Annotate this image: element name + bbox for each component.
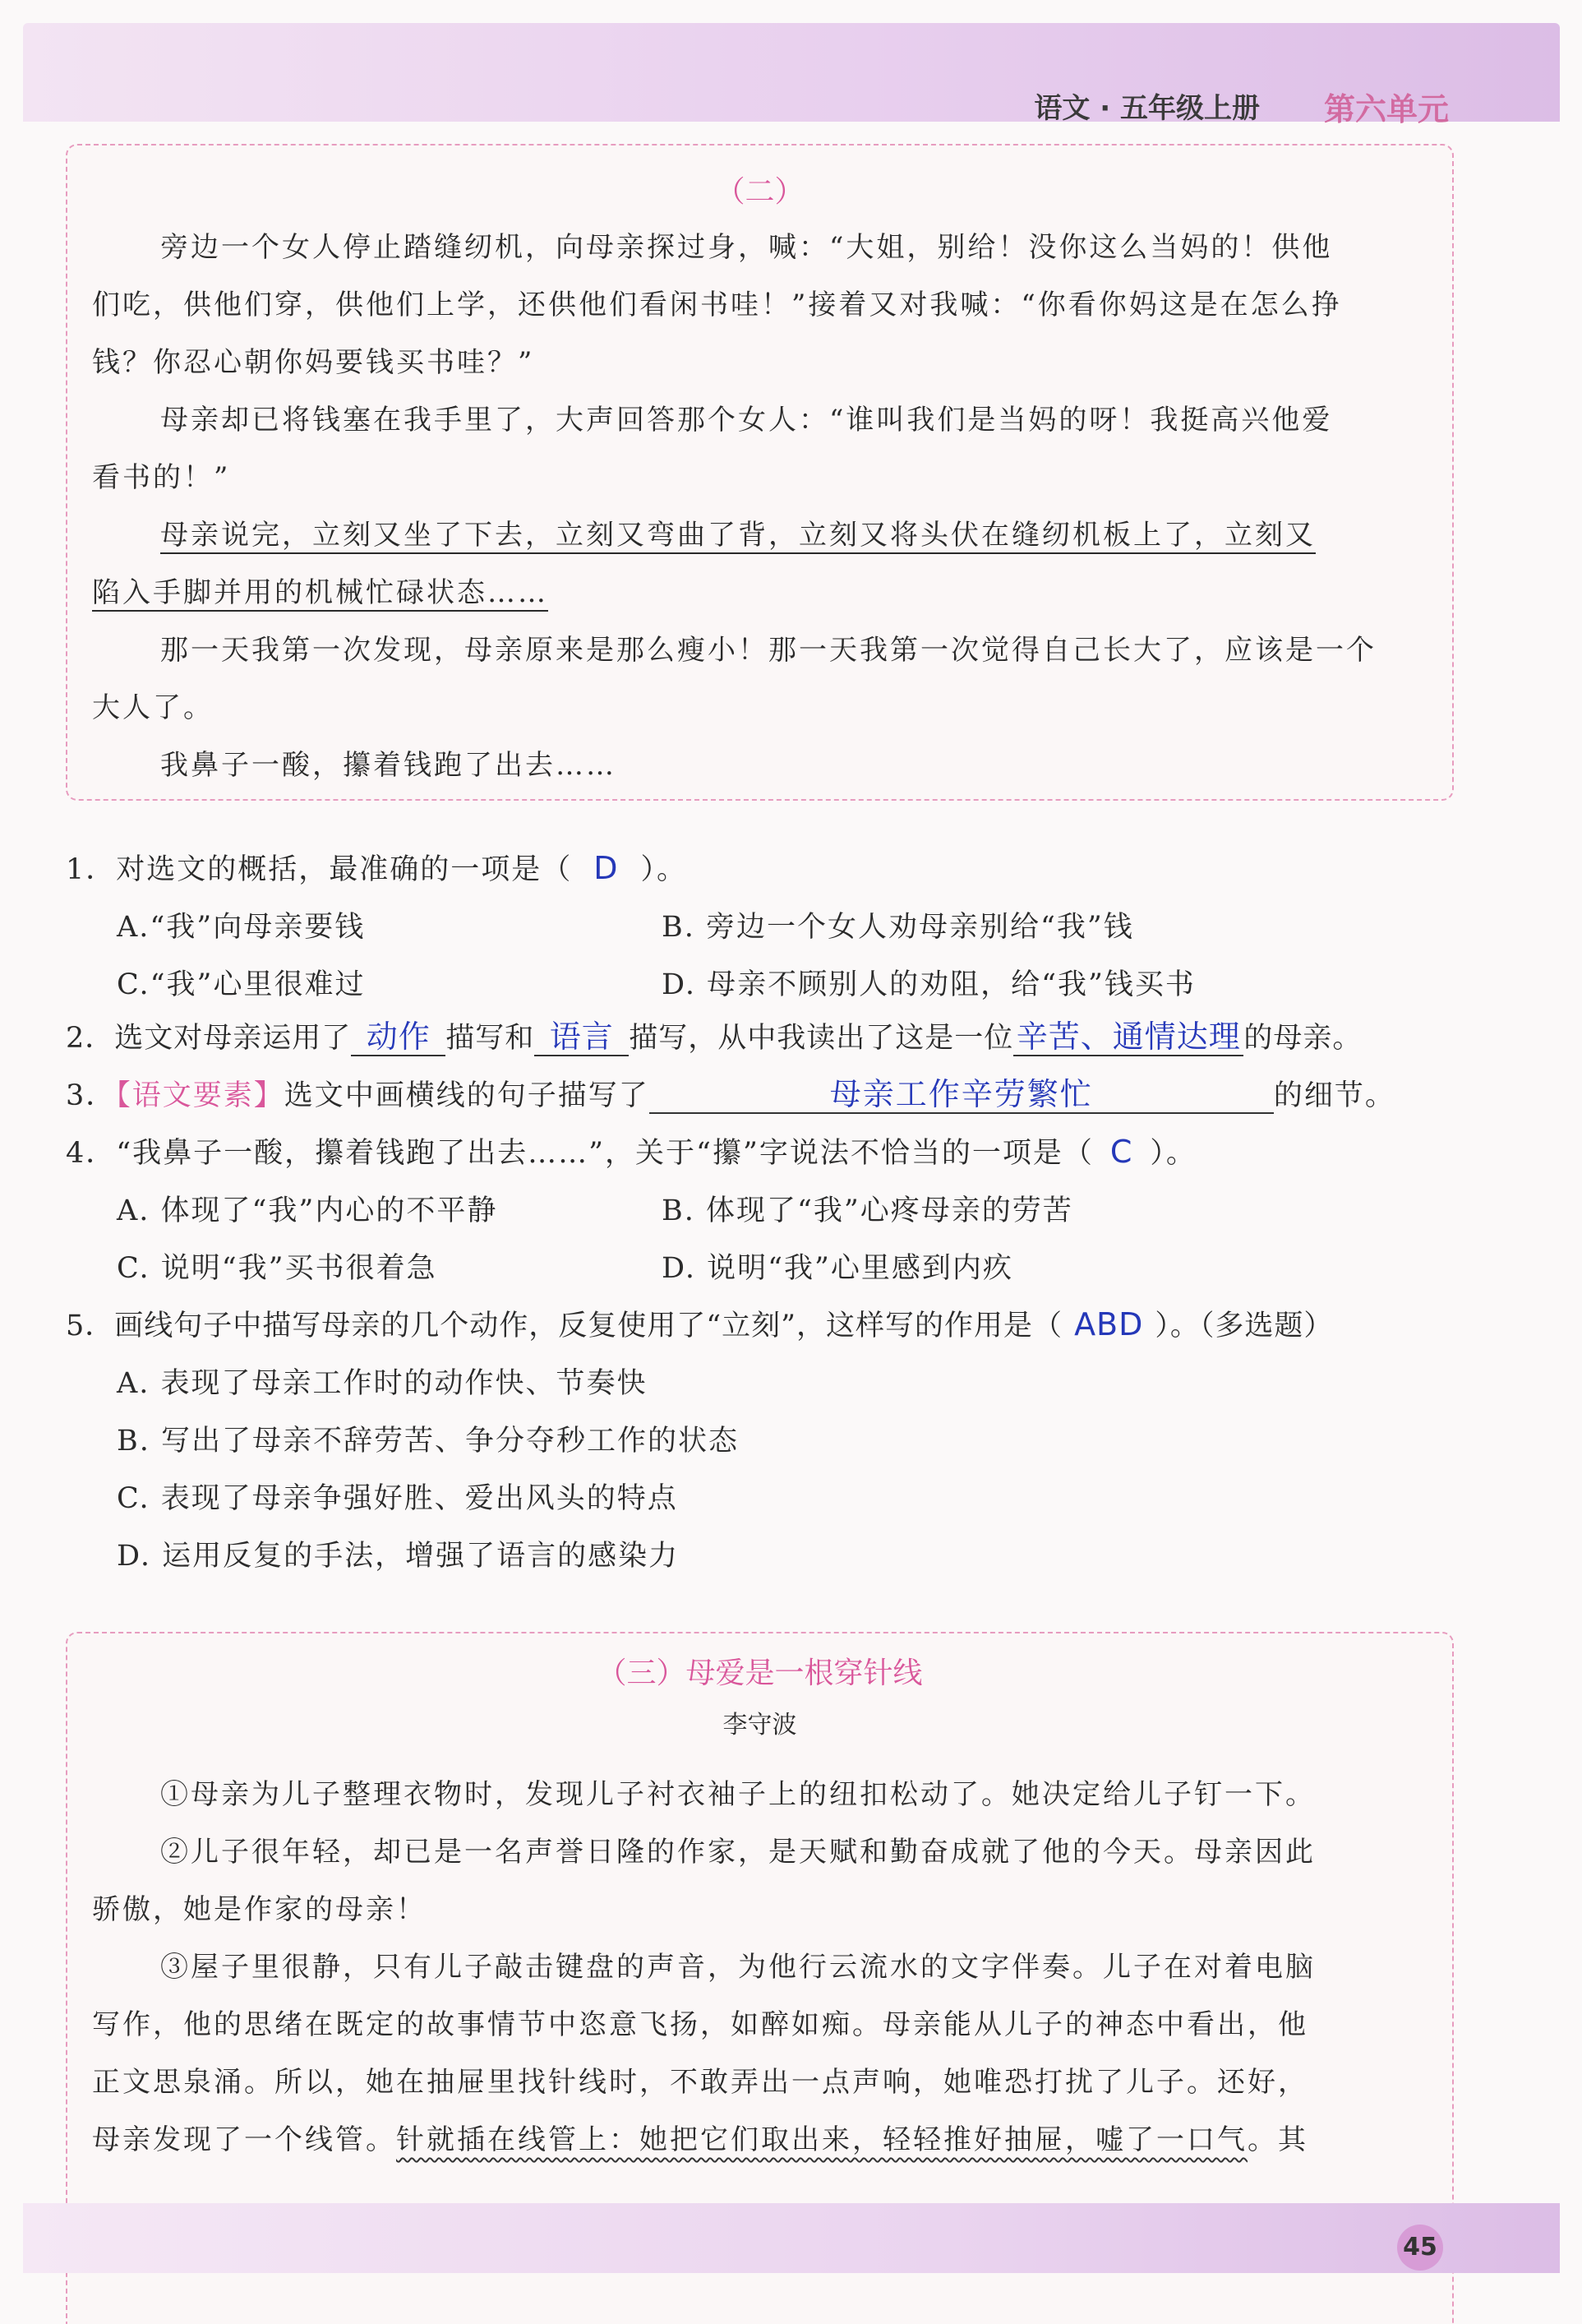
option-q4-d: D. 说明“我”心里感到内疚 [662,1252,1013,1285]
passage-line: 旁边一个女人停止踏缝纫机，向母亲探过身，喊：“大姐，别给！没你这么当妈的！供他 [160,231,1333,264]
passage-line: 钱？你忍心朝你妈要钱买书哇？” [92,346,535,379]
option-q5-c: C. 表现了母亲争强好胜、爱出风头的特点 [117,1482,678,1515]
question-1: 1．对选文的概括，最准确的一项是（ D ）。 [66,850,688,886]
option-q4-a: A. 体现了“我”内心的不平静 [117,1194,498,1227]
option-q5-a: A. 表现了母亲工作时的动作快、节奏快 [117,1367,648,1400]
answer-q5: ABD [1074,1306,1144,1342]
passage-line: 母亲发现了一个线管。针就插在线管上：她把它们取出来，轻轻推好抽屉，嘘了一口气。其 [92,2123,1308,2156]
book-subject: 语文 · 五年级上册 [1034,92,1260,125]
passage-line: 骄傲，她是作家的母亲！ [92,1893,427,1926]
underlined-sentence: 陷入手脚并用的机械忙碌状态…… [92,576,548,609]
page-number: 45 [1397,2225,1443,2271]
option-q4-c: C. 说明“我”买书很着急 [117,1252,437,1285]
underlined-sentence: 母亲说完，立刻又坐了下去，立刻又弯曲了背，立刻又将头伏在缝纫机板上了，立刻又 [160,519,1316,552]
page-footer [23,2203,1560,2273]
passage-line: ②儿子很年轻，却已是一名声誉日隆的作家，是天赋和勤奋成就了他的今天。母亲因此 [160,1836,1316,1869]
passage-line: 写作，他的思绪在既定的故事情节中恣意飞扬，如醉如痴。母亲能从儿子的神态中看出，他 [92,2008,1308,2041]
question-5: 5．画线句子中描写母亲的几个动作，反复使用了“立刻”，这样写的作用是（ ABD ）。（多选题） [66,1306,1334,1342]
passage-line: 正文思泉涌。所以，她在抽屉里找针线时，不敢弄出一点声响，她唯恐打扰了儿子。还好， [92,2066,1308,2099]
option-q1-b: B. 旁边一个女人劝母亲别给“我”钱 [662,911,1134,944]
answer-blank: 辛苦、通情达理 [1013,1019,1243,1056]
page-header [23,23,1560,127]
passage-line: 大人了。 [92,691,214,724]
passage-two-title: （二） [715,175,805,209]
question-2: 2．选文对母亲运用了 动作 描写和 语言 描写，从中我读出了这是一位辛苦、通情达理 的母亲。 [66,1019,1363,1055]
question-3: 3．【语文要素】选文中画横线的句子描写了 母亲工作辛劳繁忙 的细节。 [66,1076,1395,1112]
option-q1-d: D. 母亲不顾别人的劝阻，给“我”钱买书 [662,968,1196,1001]
option-q1-a: A.“我”向母亲要钱 [117,911,366,944]
passage-three-title: （三）母爱是一根穿针线 [597,1656,923,1690]
passage-line: ③屋子里很静，只有儿子敲击键盘的声音，为他行云流水的文字伴奏。儿子在对着电脑 [160,1951,1316,1984]
author-name: 李守波 [722,1711,797,1740]
passage-line: 母亲却已将钱塞在我手里了，大声回答那个女人：“谁叫我们是当妈的呀！我挺高兴他爱 [160,404,1333,437]
option-q1-c: C.“我”心里很难过 [117,968,366,1001]
passage-line: 看书的！” [92,461,231,494]
passage-line: 那一天我第一次发现，母亲原来是那么瘦小！那一天我第一次觉得自己长大了，应该是一个 [160,634,1377,667]
key-element-tag: 【语文要素】 [116,1079,284,1112]
passage-line: ①母亲为儿子整理衣物时，发现儿子衬衣袖子上的纽扣松动了。她决定给儿子钉一下。 [160,1778,1316,1811]
answer-blank: 动作 [351,1019,445,1056]
unit-title: 第六单元 [1323,91,1449,127]
answer-blank: 母亲工作辛劳繁忙 [649,1076,1274,1114]
answer-q1: D [593,850,620,886]
option-q5-d: D. 运用反复的手法，增强了语言的感染力 [117,1540,680,1573]
passage-line: 们吃，供他们穿，供他们上学，还供他们看闲书哇！”接着又对我喊：“你看你妈这是在怎么挣 [92,289,1342,321]
answer-q4: C [1109,1134,1134,1170]
wavy-underlined-sentence: 针就插在线管上：她把它们取出来，轻轻推好抽屉，嘘了一口气 [396,2123,1248,2156]
option-q4-b: B. 体现了“我”心疼母亲的劳苦 [662,1194,1073,1227]
option-q5-b: B. 写出了母亲不辞劳苦、争分夺秒工作的状态 [117,1425,739,1458]
question-4: 4．“我鼻子一酸，攥着钱跑了出去……”，关于“攥”字说法不恰当的一项是（ C ）。 [66,1134,1197,1170]
answer-blank: 语言 [534,1019,629,1056]
passage-line: 我鼻子一酸，攥着钱跑了出去…… [160,749,616,782]
